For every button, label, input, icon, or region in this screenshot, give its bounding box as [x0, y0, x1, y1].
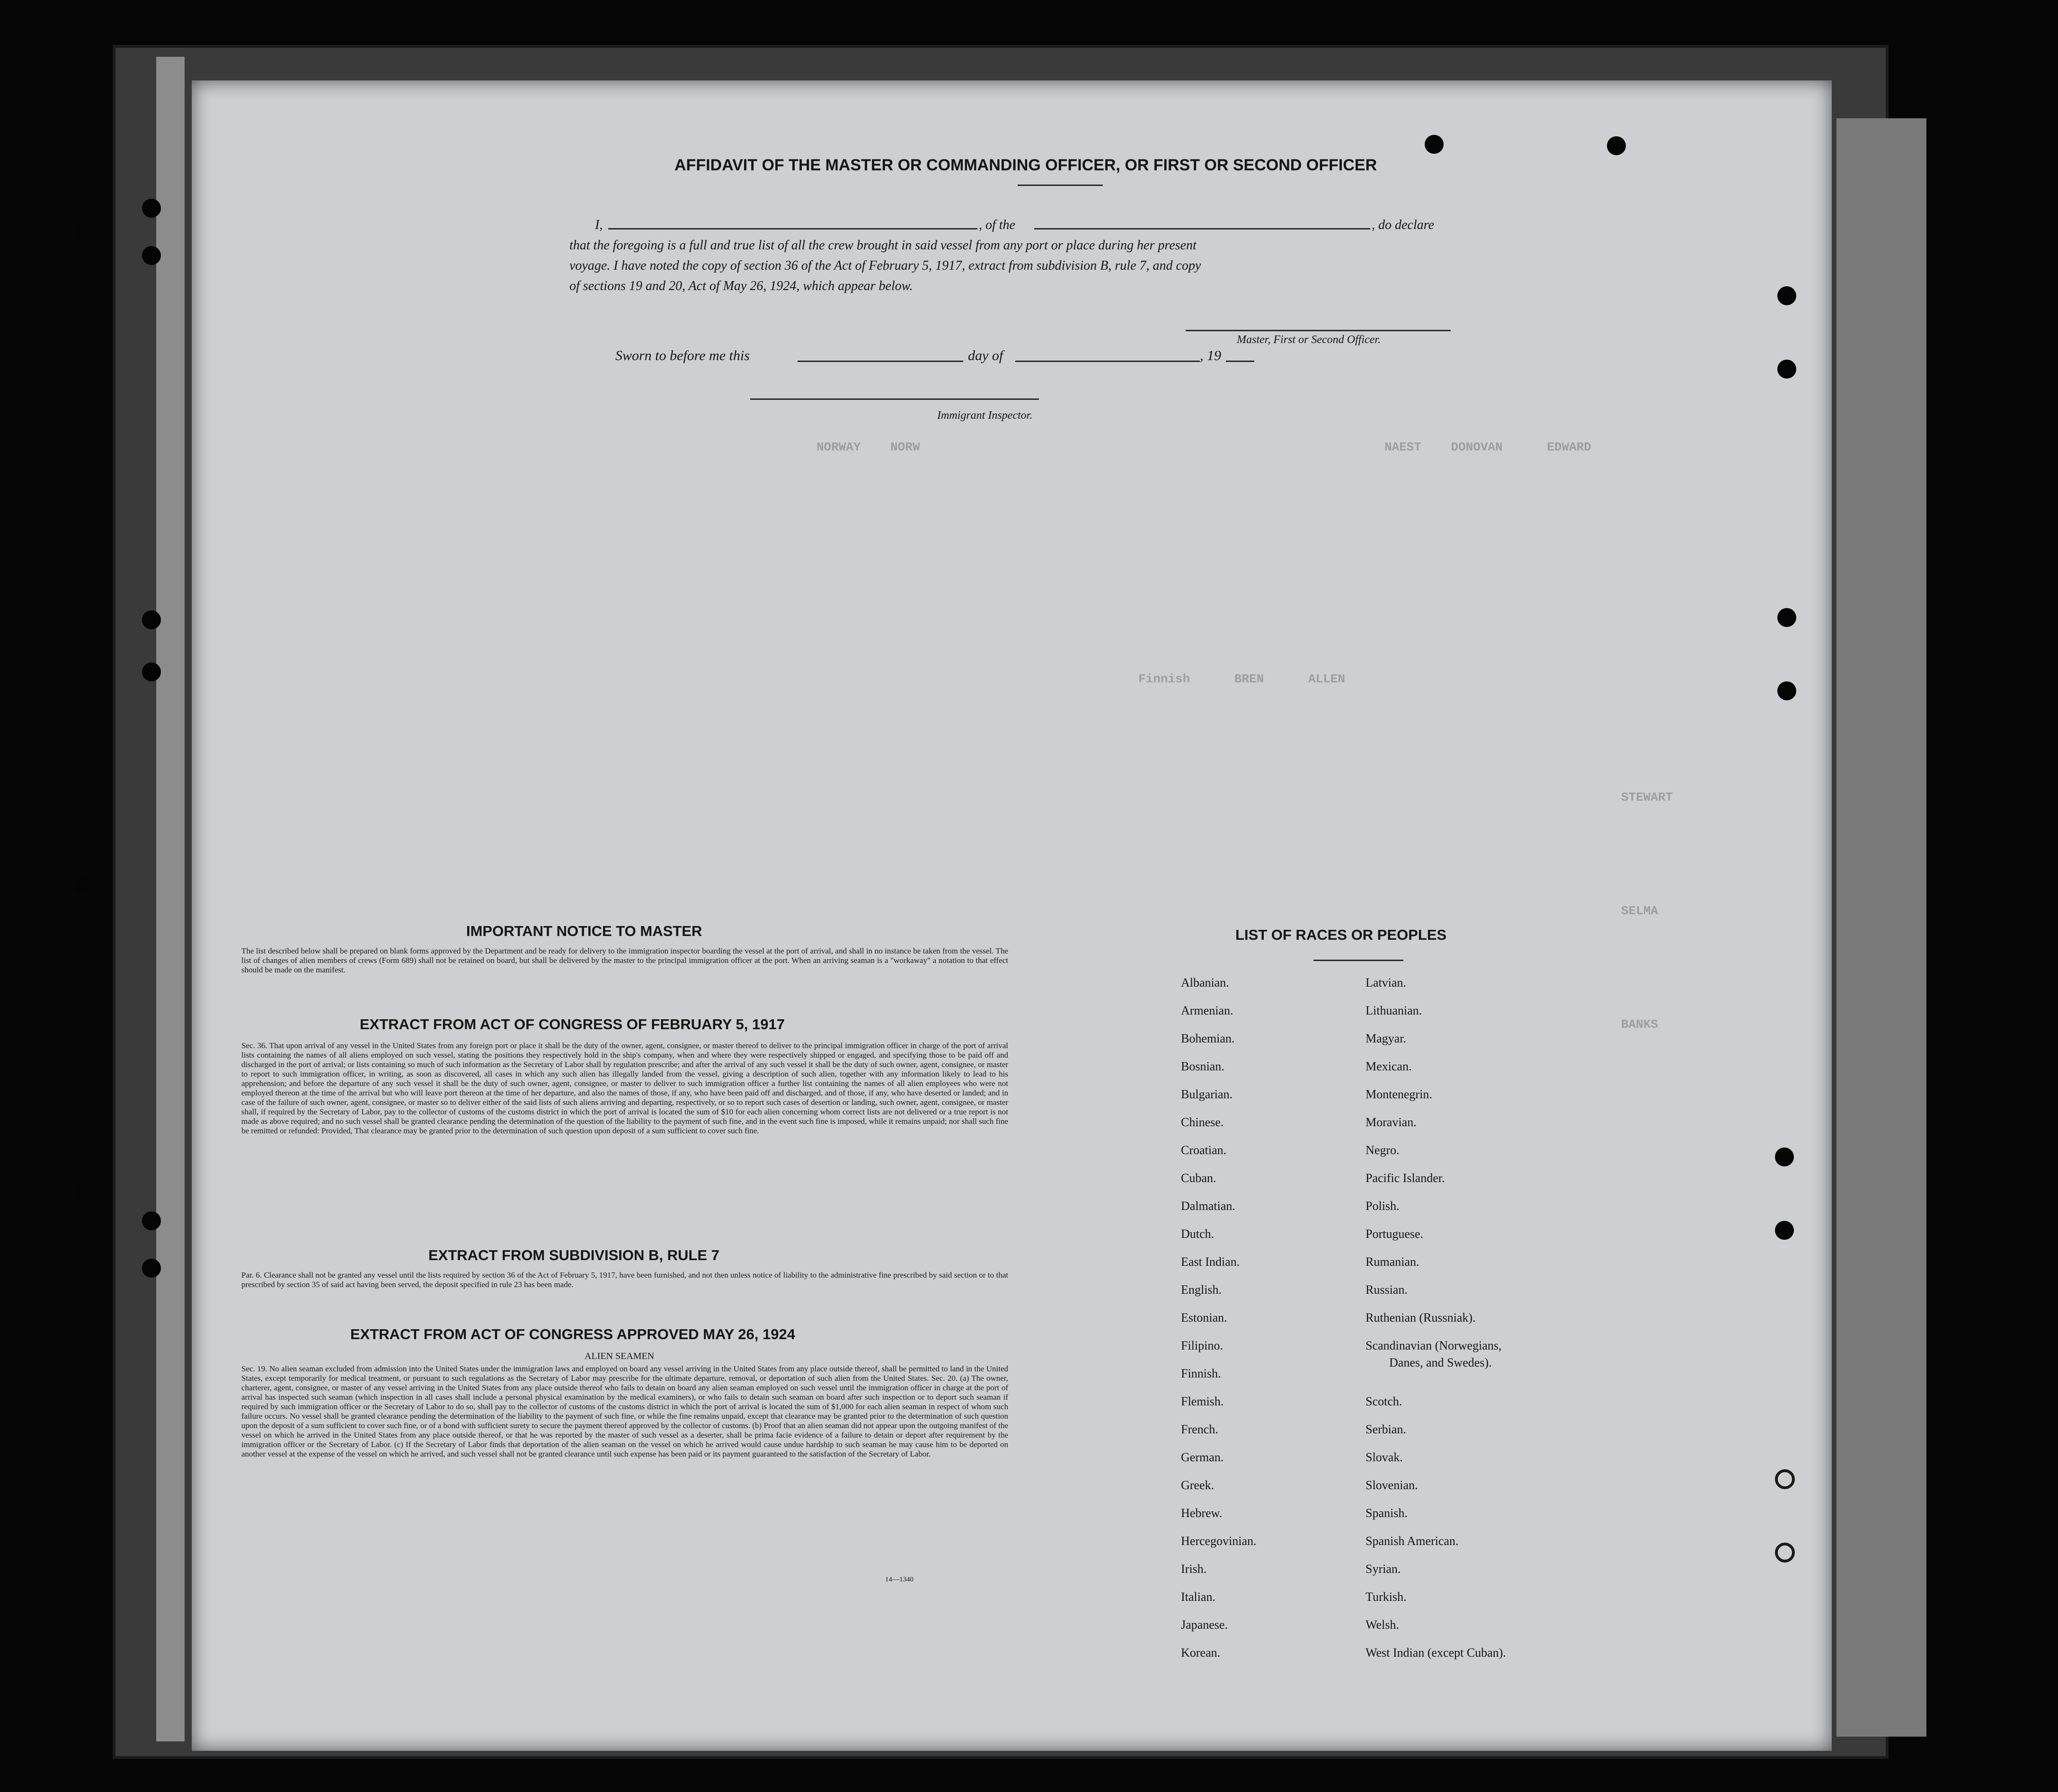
race-item: Montenegrin. [1366, 1087, 1432, 1101]
binder-hole [73, 222, 92, 241]
races-title-rule [1313, 960, 1403, 961]
master-signature-line [1186, 330, 1451, 331]
race-item: Cuban. [1181, 1171, 1216, 1185]
race-item: Welsh. [1366, 1618, 1399, 1632]
alien-seamen-subtitle: ALIEN SEAMEN [585, 1351, 655, 1361]
notice-title: IMPORTANT NOTICE TO MASTER [466, 923, 702, 939]
i-label: I, [595, 218, 603, 232]
race-item: Bosnian. [1181, 1059, 1224, 1073]
race-item: Polish. [1366, 1199, 1400, 1213]
race-item: Magyar. [1366, 1032, 1406, 1045]
race-item: Irish. [1181, 1562, 1207, 1576]
race-item: Moravian. [1366, 1115, 1417, 1129]
race-item: Turkish. [1366, 1590, 1407, 1604]
race-item: Spanish. [1366, 1506, 1408, 1520]
extract-rule7-text: Par. 6. Clearance shall not be granted any vessel until the lists required by section 36 of the Act of February 5, 1917, have been furnished, and not then unless notice of liability to the administrative fine prescribed by said section or to that prescribed by section 35 of said act having been served, the deposit specified in rule 23 has been made. [241, 1271, 1008, 1289]
race-item: Slovenian. [1366, 1478, 1418, 1492]
extract-1924-text: Sec. 19. No alien seaman excluded from admission into the United States under the immigration laws and employed on board any vessel arriving in the United States from any place outside thereof, shall be permitted to land in the United States, except temporarily for medical treatment, or pursuant to such regulations as the Secretary of Labor may prescribe for the ultimate departure, removal, or deportation of such alien from the United States. Sec. 20. (a) The owner, charterer, agent, consignee, or master of any vessel arriving in the United States from any place outside thereof who fails to detain on board any alien seaman employed on such vessel until the immigration officer in charge at the port of arrival has inspected such seaman (which inspection in all cases shall include a personal physical examination by the medical examiners), or who fails to detain such seaman on board after such inspection or to deport such seaman if required by such immigration officer or the Secretary of Labor to do so, shall pay to the collector of customs of the customs district in which the port of arrival is located the sum of $1,000 for each alien seaman in respect of whom such failure occurs. No vessel shall be granted clearance pending the determination of the liability to the payment of such fine, or while the fine remains unpaid, except that clearance may be granted prior to the determination of such question upon the deposit of a sum sufficient to cover such fine, or of a bond with sufficient surety to secure the payment thereof approved by the collector of customs. (b) Proof that an alien seaman did not appear upon the outgoing manifest of the vessel on which he arrived in the United States from any place outside thereof, or that he was reported by the master of such vessel as a deserter, shall be prima facie evidence of a failure to detain or deport after requirement by the immigration officer or the Secretary of Labor. (c) If the Secretary of Labor finds that deportation of the alien seaman on the vessel on which he arrived would cause undue hardship to such seaman he may cause him to be deported on another vessel at the expense of the vessel on which he arrived, and such vessel shall not be granted clearance until such expense has been paid or its payment guaranteed to the satisfaction of the Secretary of Labor. [241, 1364, 1008, 1458]
race-item: Rumanian. [1366, 1255, 1419, 1269]
manifest-sheet [192, 80, 1832, 1751]
declaration-line-1: that the foregoing is a full and true list of all the crew brought in said vessel from any port or place during her present [569, 238, 1197, 253]
master-signature-label: Master, First or Second Officer. [1237, 334, 1381, 346]
punch-hole [1777, 681, 1796, 700]
punch-hole [1775, 1148, 1794, 1166]
race-item: Albanian. [1181, 976, 1229, 989]
underlying-page-edge [1836, 118, 1926, 1737]
extract-rule7-title: EXTRACT FROM SUBDIVISION B, RULE 7 [428, 1247, 719, 1263]
race-item: English. [1181, 1283, 1222, 1297]
year-blank [1226, 361, 1254, 362]
races-title: LIST OF RACES OR PEOPLES [1235, 927, 1447, 943]
binder-hole [142, 199, 161, 218]
race-item: Estonian. [1181, 1311, 1227, 1324]
race-item: Hercegovinian. [1181, 1534, 1257, 1548]
bleed-through-text: BANKS [1621, 1017, 1659, 1032]
sworn-day-blank [798, 361, 963, 362]
vessel-blank [1034, 228, 1370, 230]
affidavit-title: AFFIDAVIT OF THE MASTER OR COMMANDING OFFICER, OR FIRST OR SECOND OFFICER [674, 156, 1377, 174]
binder-hole [142, 1259, 161, 1278]
race-item: Russian. [1366, 1283, 1408, 1297]
race-item: Lithuanian. [1366, 1004, 1422, 1017]
race-item: Korean. [1181, 1646, 1221, 1660]
race-item: German. [1181, 1450, 1224, 1464]
name-blank [608, 228, 977, 230]
binder-hole [73, 875, 92, 894]
binder-hole [73, 1183, 92, 1202]
race-item: Croatian. [1181, 1143, 1227, 1157]
punch-hole [1425, 135, 1444, 154]
race-item: Latvian. [1366, 976, 1406, 989]
race-item: Slovak. [1366, 1450, 1403, 1464]
race-item: French. [1181, 1422, 1218, 1436]
inspector-signature-line [750, 398, 1039, 400]
extract-1917-title: EXTRACT FROM ACT OF CONGRESS OF FEBRUARY 5, 1917 [360, 1016, 785, 1033]
bleed-through-text: NAEST DONOVAN EDWARD [1384, 440, 1591, 454]
do-declare-label: , do declare [1372, 218, 1434, 232]
declaration-line-2: voyage. I have noted the copy of section 36 of the Act of February 5, 1917, extract from subdivision B, rule 7, and copy [569, 258, 1201, 273]
race-item: Bohemian. [1181, 1032, 1235, 1045]
race-item: Bulgarian. [1181, 1087, 1233, 1101]
race-item: Dalmatian. [1181, 1199, 1235, 1213]
year-label: , 19 [1200, 348, 1221, 363]
bleed-through-text: Finnish BREN ALLEN [1138, 672, 1345, 686]
race-item: Danes, and Swedes). [1389, 1356, 1492, 1369]
race-item: Spanish American. [1366, 1534, 1459, 1548]
race-item: West Indian (except Cuban). [1366, 1646, 1506, 1660]
punch-hole [1777, 360, 1796, 379]
race-item: Armenian. [1181, 1004, 1233, 1017]
race-item: Pacific Islander. [1366, 1171, 1445, 1185]
race-item: Japanese. [1181, 1618, 1228, 1632]
punch-hole [1775, 1469, 1795, 1489]
binder-hole [142, 610, 161, 629]
of-the-label: , of the [979, 218, 1015, 232]
race-item: Ruthenian (Russniak). [1366, 1311, 1476, 1324]
declaration-line-3: of sections 19 and 20, Act of May 26, 1924, which appear below. [569, 279, 913, 293]
race-item: Negro. [1366, 1143, 1400, 1157]
bleed-through-text: STEWART [1621, 790, 1673, 804]
binder-hole [142, 662, 161, 681]
race-item: Mexican. [1366, 1059, 1412, 1073]
punch-hole [1775, 1543, 1795, 1562]
binder-hole [142, 1211, 161, 1230]
form-number: 14—1340 [885, 1576, 914, 1583]
race-item: Chinese. [1181, 1115, 1224, 1129]
sworn-label: Sworn to before me this [615, 348, 750, 363]
bleed-through-text: SELMA [1621, 904, 1659, 918]
race-item: Dutch. [1181, 1227, 1215, 1241]
binder-hole [142, 246, 161, 265]
race-item: Syrian. [1366, 1562, 1401, 1576]
extract-1924-title: EXTRACT FROM ACT OF CONGRESS APPROVED MAY 26, 1924 [350, 1326, 795, 1342]
extract-1917-text: Sec. 36. That upon arrival of any vessel in the United States from any foreign port or place it shall be the duty of the owner, agent, consignee, or master thereof to deliver to the principal immigration officer in charge of the port of arrival lists containing the names of all aliens employed on such vessel, stating the positions they respectively hold in the ship's company, when and where they were respectively shipped or engaged, and specifying those to be paid off and discharged in the port of arrival; or lists containing so much of such information as the Secretary of Labor shall by regulation prescribe; and after the arrival of any such vessel it shall be the duty of such owner, agent, consignee, or master to report to such immigration officer, in writing, as soon as discovered, all cases in which any such alien has illegally landed from the vessel, giving a description of such alien, together with any information likely to lead to his apprehension; and before the departure of any such vessel it shall be the duty of such owner, agent, consignee, or master to deliver to such immigration officer a further list containing the names of all alien employees who were not employed thereon at the time of the arrival but who will leave port thereon at the time of her departure, and also the names of those, if any, who have been paid off and discharged, and of those, if any, who have deserted or landed; and in case of the failure of such owner, agent, consignee, or master so to deliver either of the said lists of such aliens arriving and departing, respectively, or so to report such cases of desertion or landing, such owner, agent, consignee, or master shall, if required by the Secretary of Labor, pay to the collector of customs of the customs district in which the port of arrival is located the sum of $10 for each alien concerning whom correct lists are not delivered or a true report is not made as above required; and no such vessel shall be granted clearance pending the determination of the question of the liability to the payment of such fine, and in the event such fine is imposed, while it remains unpaid; nor shall such fine be remitted or refunded: Provided, That clearance may be granted prior to the determination of such question upon deposit of a sum sufficient to cover such fine. [241, 1041, 1008, 1135]
bleed-through-text: NORWAY NORW [816, 440, 920, 454]
race-item: Portuguese. [1366, 1227, 1424, 1241]
inspector-label: Immigrant Inspector. [937, 409, 1033, 422]
race-item: Filipino. [1181, 1339, 1223, 1352]
race-item: Italian. [1181, 1590, 1215, 1604]
race-item: Scotch. [1366, 1395, 1402, 1408]
punch-hole [1607, 136, 1626, 155]
race-item: East Indian. [1181, 1255, 1240, 1269]
day-of-label: day of [968, 348, 1003, 363]
punch-hole [1777, 608, 1796, 627]
notice-text: The list described below shall be prepared on blank forms approved by the Department and be ready for delivery to the immigration inspector boarding the vessel at the port of arrival, and shall in no instance be taken from the vessel. The list of changes of alien members of crews (Form 689) shall not be retained on board, but shall be delivered by the master to the principal immigration officer at the port. When an arriving seaman is a "workaway" a notation to that effect should be made on the manifest. [241, 946, 1008, 974]
page-edge-strip [156, 57, 185, 1741]
punch-hole [1775, 1221, 1794, 1240]
race-item: Finnish. [1181, 1367, 1221, 1380]
race-item: Serbian. [1366, 1422, 1406, 1436]
race-item: Greek. [1181, 1478, 1215, 1492]
sworn-month-blank [1015, 361, 1200, 362]
punch-hole [1777, 286, 1796, 305]
title-rule [1018, 185, 1103, 186]
race-item: Scandinavian (Norwegians, [1366, 1339, 1502, 1352]
race-item: Flemish. [1181, 1395, 1224, 1408]
race-item: Hebrew. [1181, 1506, 1223, 1520]
